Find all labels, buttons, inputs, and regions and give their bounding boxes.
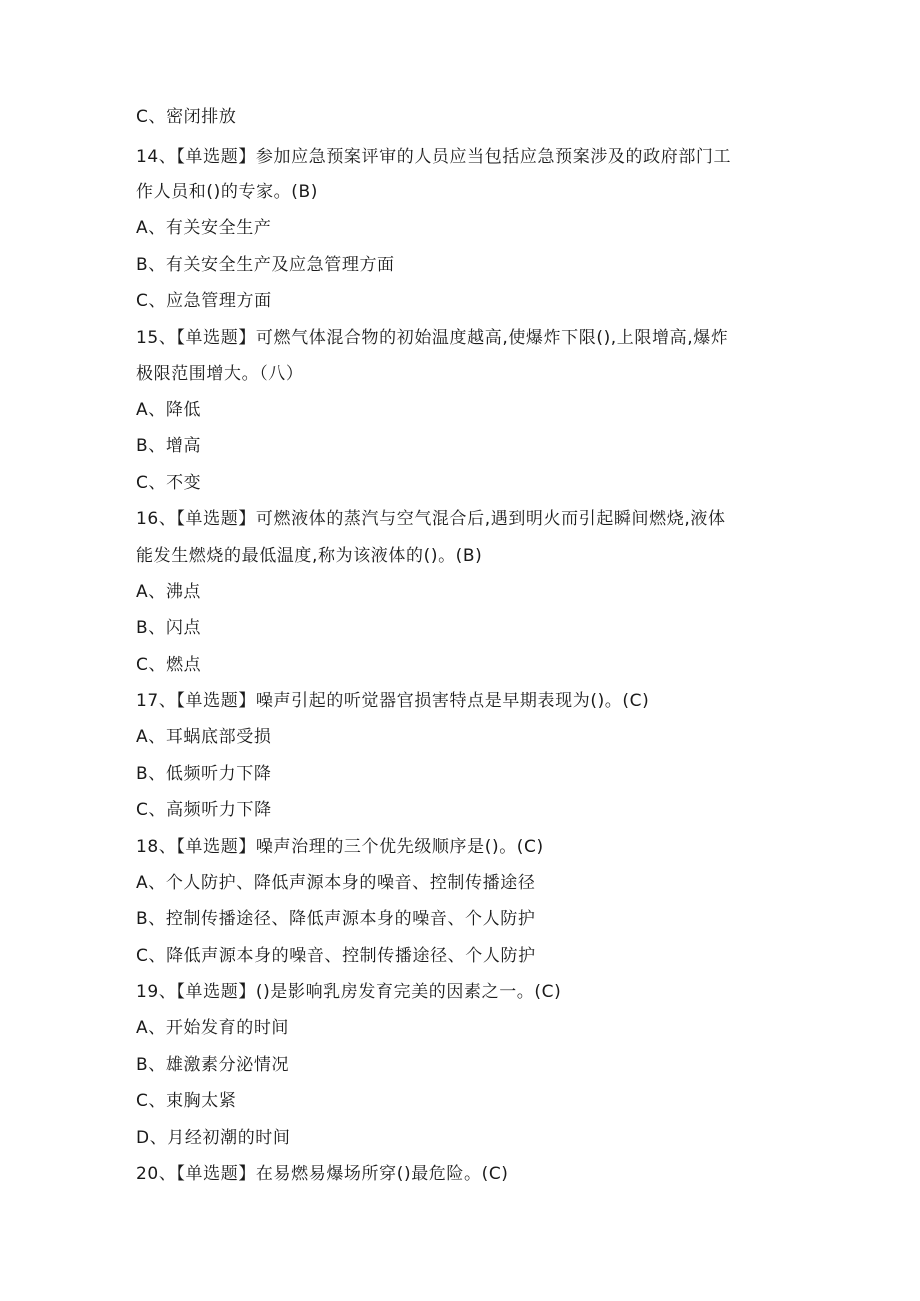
answer-option: C、高频听力下降 bbox=[136, 800, 272, 820]
question-text: 14、【单选题】参加应急预案评审的人员应当包括应急预案涉及的政府部门工 bbox=[136, 147, 732, 167]
text-line: C、密闭排放 bbox=[136, 107, 237, 127]
question-text: 20、【单选题】在易燃易爆场所穿()最危险。(C) bbox=[136, 1164, 509, 1184]
answer-option: B、低频听力下降 bbox=[136, 764, 272, 784]
answer-option: A、降低 bbox=[136, 400, 202, 420]
answer-option: B、雄激素分泌情况 bbox=[136, 1055, 290, 1075]
answer-option: D、月经初潮的时间 bbox=[136, 1128, 291, 1148]
answer-option: C、应急管理方面 bbox=[136, 291, 272, 311]
question-text: 极限范围增大。（八） bbox=[136, 364, 304, 384]
answer-option: A、有关安全生产 bbox=[136, 218, 272, 238]
answer-option: A、个人防护、降低声源本身的噪音、控制传播途径 bbox=[136, 873, 536, 893]
answer-option: C、燃点 bbox=[136, 655, 202, 675]
question-text: 作人员和()的专家。(B) bbox=[136, 182, 318, 202]
answer-option: B、有关安全生产及应急管理方面 bbox=[136, 255, 395, 275]
question-text: 能发生燃烧的最低温度,称为该液体的()。(B) bbox=[136, 546, 483, 566]
answer-option: A、沸点 bbox=[136, 582, 202, 602]
answer-option: C、不变 bbox=[136, 473, 202, 493]
question-text: 17、【单选题】噪声引起的听觉器官损害特点是早期表现为()。(C) bbox=[136, 691, 650, 711]
question-text: 15、【单选题】可燃气体混合物的初始温度越高,使爆炸下限(),上限增高,爆炸 bbox=[136, 328, 729, 348]
answer-option: B、增高 bbox=[136, 436, 202, 456]
question-text: 19、【单选题】()是影响乳房发育完美的因素之一。(C) bbox=[136, 982, 562, 1002]
answer-option: C、束胸太紧 bbox=[136, 1091, 237, 1111]
answer-option: B、控制传播途径、降低声源本身的噪音、个人防护 bbox=[136, 909, 536, 929]
answer-option: C、降低声源本身的噪音、控制传播途径、个人防护 bbox=[136, 946, 536, 966]
question-text: 18、【单选题】噪声治理的三个优先级顺序是()。(C) bbox=[136, 837, 544, 857]
answer-option: B、闪点 bbox=[136, 618, 202, 638]
question-text: 16、【单选题】可燃液体的蒸汽与空气混合后,遇到明火而引起瞬间燃烧,液体 bbox=[136, 509, 726, 529]
answer-option: A、耳蜗底部受损 bbox=[136, 727, 272, 747]
answer-option: A、开始发育的时间 bbox=[136, 1018, 290, 1038]
